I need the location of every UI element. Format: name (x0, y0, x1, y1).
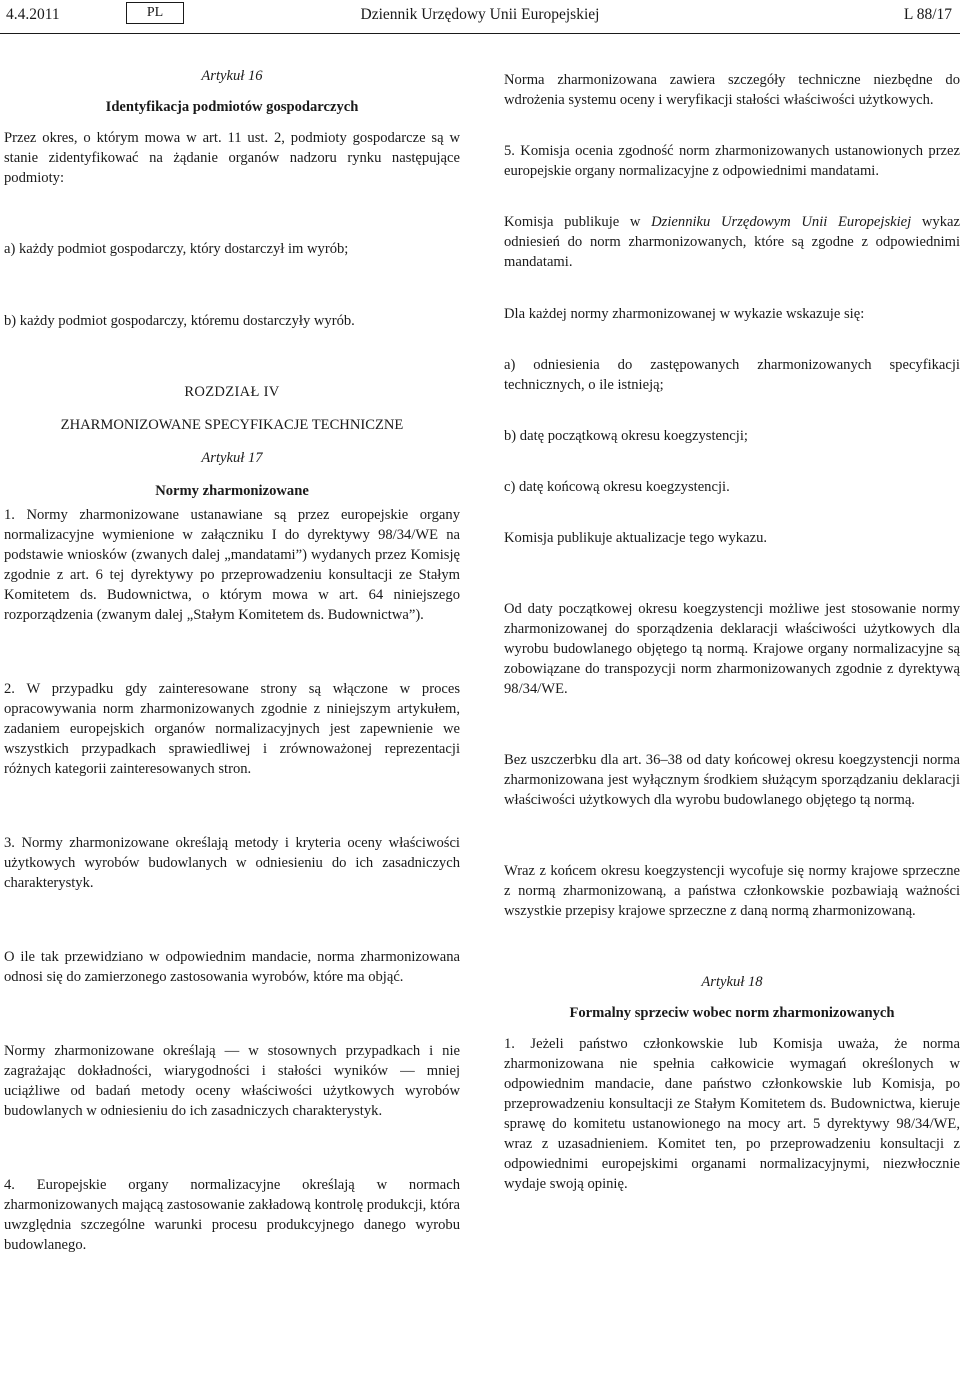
article-17-paragraph-3c: Normy zharmonizowane określają — w stosownych przypadkach i nie zagrażając dokładności, wiarygodności i stałości wyników — mniej uciążliwe od badań metody oceny właściwości użytkowych wyrobów budowlanych w odniesieniu do ich zasadniczych charakterystyk. (4, 1043, 460, 1119)
right-paragraph-technical: Norma zharmonizowana zawiera szczegóły techniczne niezbędne do wdrożenia systemu oceny i weryfikacji stałości właściwości użytkowych. (504, 72, 960, 108)
article-18-paragraph-1: 1. Jeżeli państwo członkowskie lub Komisja uważa, że norma zharmonizowana nie spełnia całkowicie wymagań określonych w odpowiednim mandacie, dane państwo członkowskie lub Komisja, po przeprowadzeniu konsultacji ze Stałym Komitetem ds. Budownictwa, kieruje sprawę do komitetu ustanowionego na mocy art. 5 dyrektywy 98/34/WE, wraz z uzasadnieniem. Komitet ten, po przeprowadzeniu konsultacji z odpowiednimi europejskimi organami normalizacyjnymi, niezwłocznie wydaje swoją opinię. (504, 1036, 960, 1192)
left-column (4, 60, 460, 1255)
right-item-c: c) datę końcową okresu koegzystencji. (504, 479, 730, 495)
publication-text-post: wykaz odniesień do norm zharmonizowanych, które są zgodne z odpowiednimi mandatami. (504, 214, 960, 270)
right-item-b: b) datę początkową okresu koegzystencji; (504, 428, 748, 444)
chapter-number: ROZDZIAŁ IV (184, 384, 280, 400)
article-16-item-a: a) każdy podmiot gospodarczy, który dostarczył im wyrób; (4, 241, 349, 257)
article-18-title: Formalny sprzeciw wobec norm zharmonizowanych (569, 1005, 895, 1021)
right-paragraph-withdrawal: Wraz z końcem okresu koegzystencji wycofuje się normy krajowe sprzeczne z normą zharmonizowaną, a państwa członkowskie pozbawiają ważności wszystkie przepisy krajowe sprzeczne z daną normą zharmonizowaną. (504, 863, 960, 919)
publication-text-pre: Komisja publikuje w (504, 214, 652, 230)
right-paragraph-publication (504, 212, 960, 272)
article-17-paragraph-1: 1. Normy zharmonizowane ustanawiane są przez europejskie organy normalizacyjne wymienione w załączniku I do dyrektywy 98/34/WE na podstawie wniosków (zwanych dalej „mandatami”) wydanych przez Komisję zgodnie z art. 6 tej dyrektywy po przeprowadzeniu konsultacji ze Stałym Komitetem ds. Budownictwa, o którym mowa w art. 64 niniejszego rozporządzenia (zwanym dalej „Stałym Komitetem ds. Budownictwa”). (4, 507, 460, 623)
article-17-title: Normy zharmonizowane (155, 483, 309, 499)
article-16-number: Artykuł 16 (201, 68, 263, 84)
publication-date: 4.4.2011 (6, 6, 60, 23)
right-paragraph-5: 5. Komisja ocenia zgodność norm zharmonizowanych ustanowionych przez europejskie organy normalizacyjne z odpowiednimi mandatami. (504, 143, 960, 179)
article-17-paragraph-2: 2. W przypadku gdy zainteresowane strony są włączone w proces opracowywania norm zharmonizowanych zgodnie z niniejszym artykułem, zadaniem europejskich organów normalizacyjnych jest zapewnienie we wszystkich przypadkach sprawiedliwej i zrównoważonej reprezentacji różnych kategorii zainteresowanych stron. (4, 681, 460, 777)
right-paragraph-coexistence-start: Od daty początkowej okresu koegzystencji możliwe jest stosowanie normy zharmonizowanej do sporządzenia deklaracji właściwości użytkowych dla wyrobu budowlanego objętego tą normą. Krajowe organy normalizacyjne są zobowiązane do transpozycji norm zharmonizowanych zgodnie z dyrektywą 98/34/WE. (504, 601, 960, 697)
journal-reference: Dzienniku Urzędowym Unii Europejskiej (651, 214, 912, 230)
header-rule (0, 33, 960, 34)
article-16-item-b: b) każdy podmiot gospodarczy, któremu dostarczyły wyrób. (4, 313, 355, 329)
language-badge: PL (126, 2, 184, 24)
article-17-paragraph-3b: O ile tak przewidziano w odpowiednim mandacie, norma zharmonizowana odnosi się do zamierzonego zastosowania wyrobów, które ma objąć. (4, 949, 460, 985)
page-reference: L 88/17 (903, 6, 952, 23)
article-17-paragraph-4: 4. Europejskie organy normalizacyjne określają w normach zharmonizowanych mającą zastosowanie zakładową kontrolę produkcji, która uwzględnia szczególne warunki procesu produkcyjnego danego wyrobu budowlanego. (4, 1177, 460, 1253)
article-16-paragraph: Przez okres, o którym mowa w art. 11 ust. 2, podmioty gospodarcze są w stanie zidentyfikować na żądanie organów nadzoru rynku następujące podmioty: (4, 130, 460, 186)
right-paragraph-updates: Komisja publikuje aktualizacje tego wykazu. (504, 530, 768, 546)
journal-title: Dziennik Urzędowy Unii Europejskiej (360, 6, 600, 23)
article-17-paragraph-3: 3. Normy zharmonizowane określają metody i kryteria oceny właściwości użytkowych wyrobów budowlanych w odniesieniu do ich zasadniczych charakterystyk. (4, 835, 460, 891)
article-16-title: Identyfikacja podmiotów gospodarczych (105, 99, 359, 115)
article-17-number: Artykuł 17 (201, 450, 263, 466)
chapter-title: ZHARMONIZOWANE SPECYFIKACJE TECHNICZNE (60, 417, 404, 433)
right-paragraph-coexistence-end: Bez uszczerbku dla art. 36–38 od daty końcowej okresu koegzystencji norma zharmonizowana jest wyłącznym środkiem służącym sporządzaniu deklaracji właściwości użytkowych dla wyrobu budowlanego objętego tą normą. (504, 752, 960, 808)
page-header (0, 0, 960, 36)
right-column (504, 60, 960, 1194)
right-paragraph-list-intro: Dla każdej normy zharmonizowanej w wykazie wskazuje się: (504, 306, 865, 322)
article-18-number: Artykuł 18 (701, 974, 763, 990)
right-item-a: a) odniesienia do zastępowanych zharmonizowanych specyfikacji technicznych, o ile istnieją; (504, 357, 960, 393)
